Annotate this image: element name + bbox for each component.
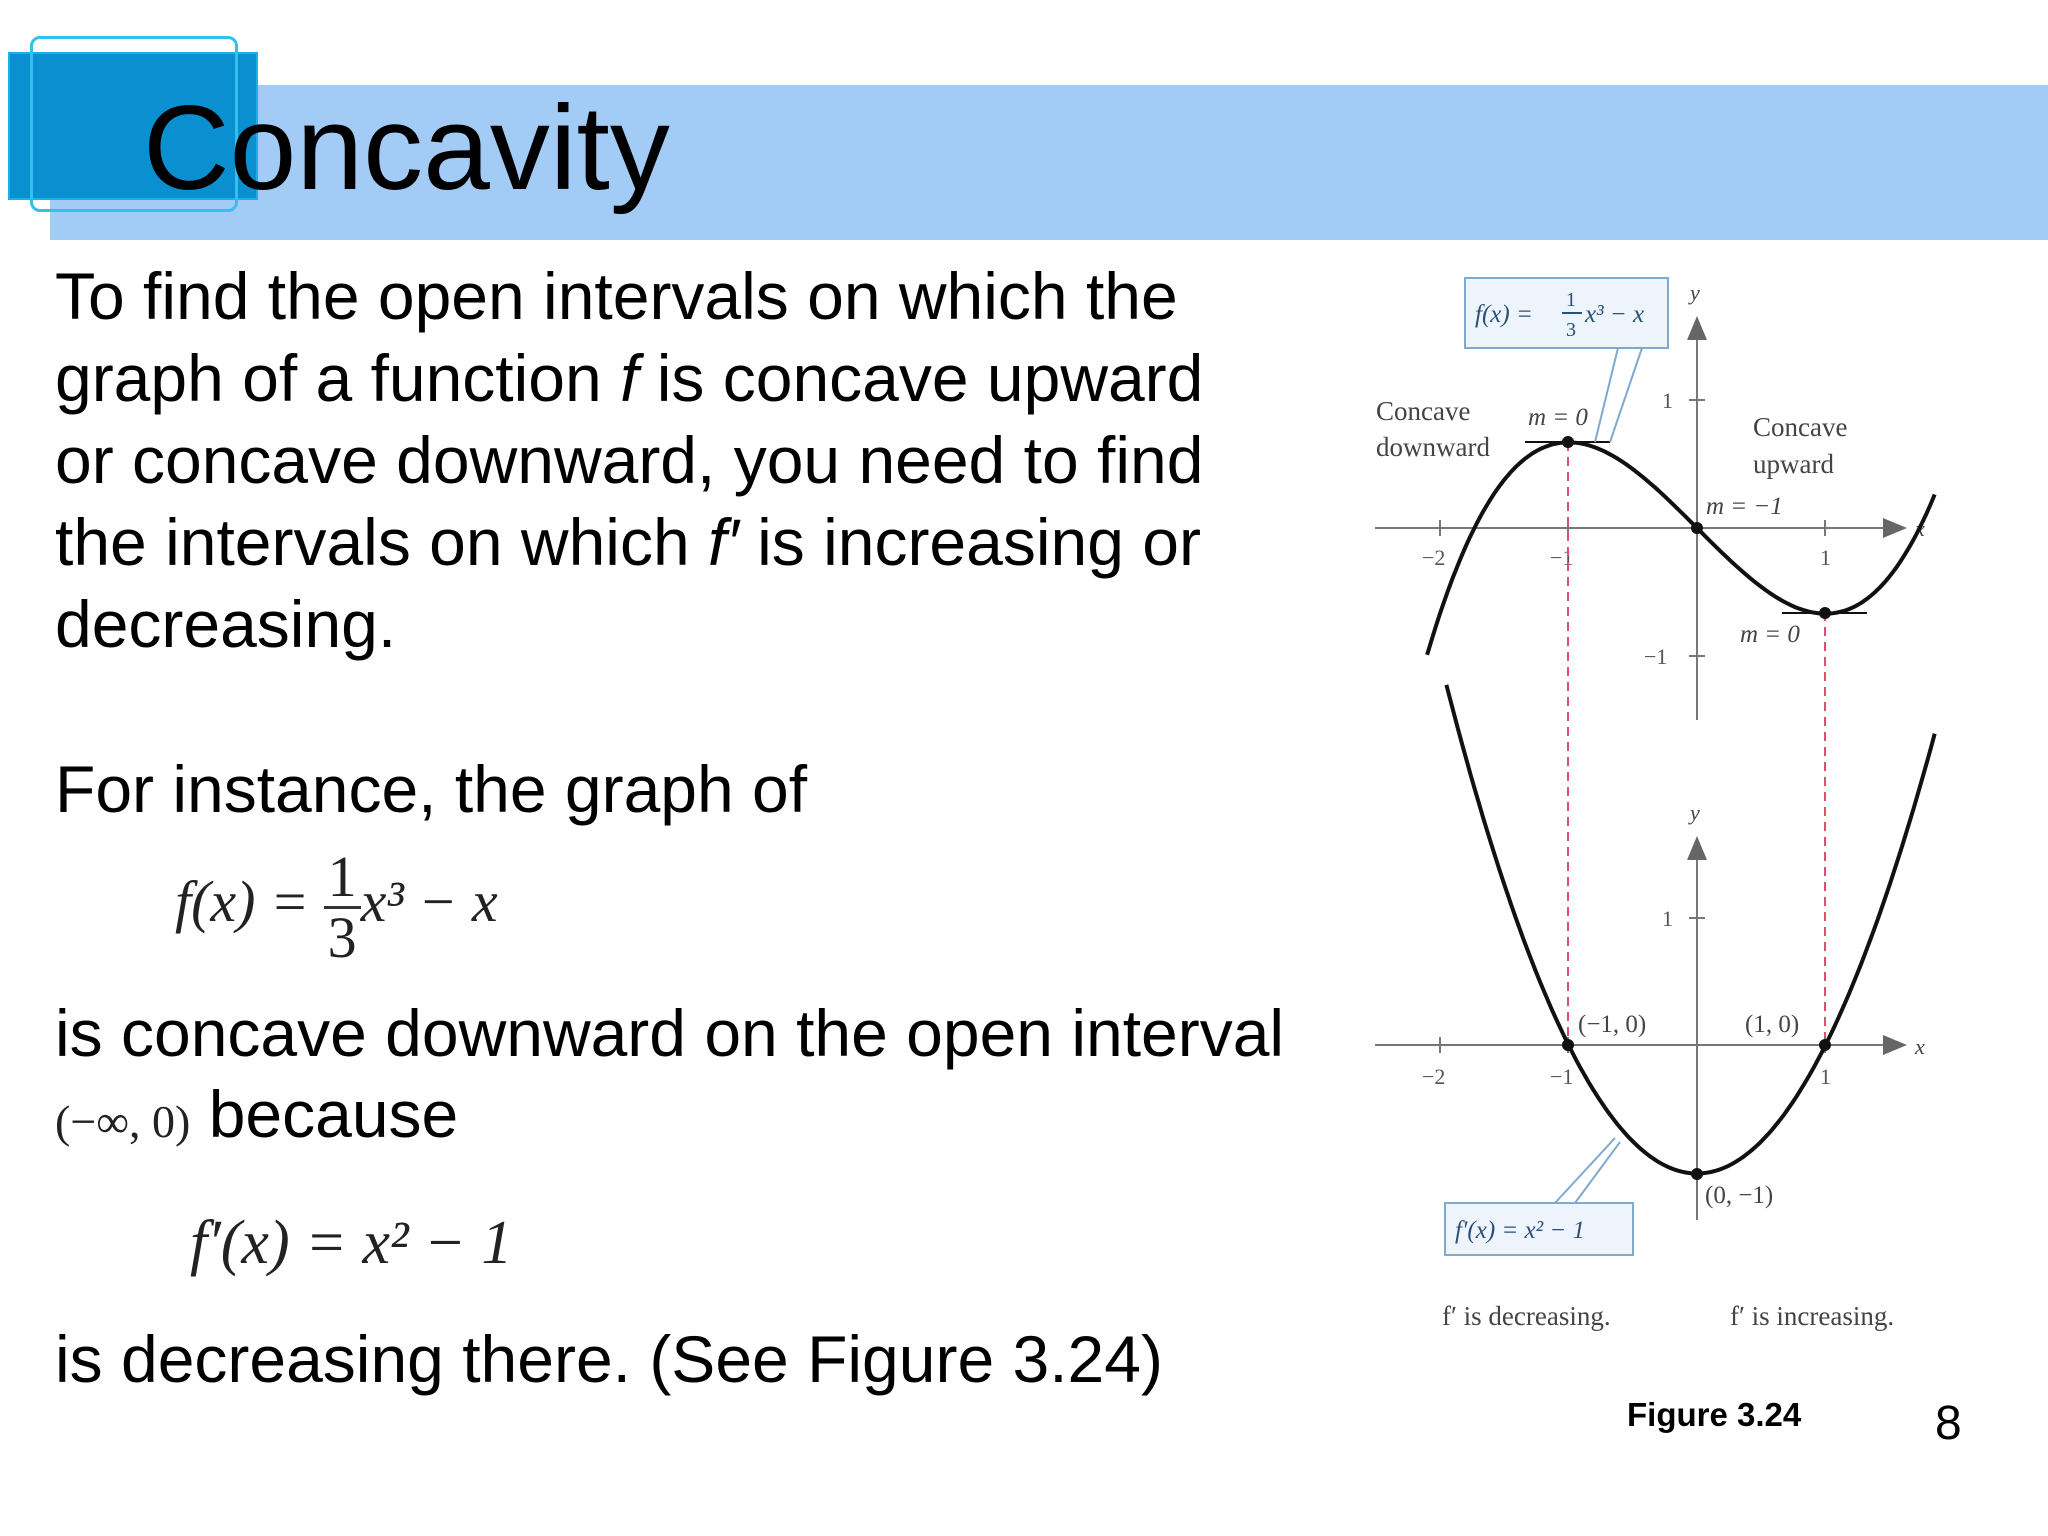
point-label: (−1, 0) [1578, 1011, 1647, 1038]
bottom-x-tick-label: −1 [1550, 1064, 1574, 1089]
bottom-y-axis-label: y [1690, 800, 1700, 825]
paragraph-text: is concave upward [638, 341, 1204, 415]
paragraph-text: graph of a function [55, 341, 621, 415]
paragraph-text: the intervals on which [55, 505, 709, 579]
concave-up-label: Concave [1753, 412, 1848, 442]
top-x-tick-label: −2 [1422, 545, 1446, 570]
note-decreasing: f′ is decreasing. [1442, 1301, 1611, 1331]
paragraph-text: because [190, 1077, 459, 1151]
top-x-tick-label: 1 [1820, 545, 1831, 570]
function-label-den: 3 [1566, 319, 1576, 341]
paragraph-concave-down: is concave downward on the open interval [55, 996, 1285, 1070]
equation-rhs: x³ − x [360, 868, 498, 934]
function-symbol: f [620, 341, 639, 415]
concave-down-label: downward [1376, 432, 1490, 462]
function-label-num: 1 [1566, 289, 1576, 311]
figure-3-24 [1360, 270, 1925, 1350]
paragraph-line-2 [55, 337, 1203, 419]
point-label: (0, −1) [1705, 1182, 1774, 1209]
paragraph-line-3 [55, 419, 1203, 501]
point-vertex [1691, 1168, 1703, 1180]
label-pointer [1575, 1142, 1620, 1203]
slope-label: m = −1 [1706, 493, 1783, 520]
bottom-x-axis-label: x [1915, 1034, 1925, 1059]
point-label: (1, 0) [1745, 1011, 1800, 1038]
fraction: $\frac{1}{3}$ [324, 848, 361, 967]
function-label-lhs: f(x) = [1475, 301, 1533, 328]
top-y-tick-label: −1 [1644, 644, 1668, 669]
slope-label: m = 0 [1528, 404, 1588, 431]
paragraph-text: or concave downward, you need to find [55, 423, 1204, 497]
concave-down-label: Concave [1376, 396, 1471, 426]
derivative-label: f′(x) = x² − 1 [1455, 1217, 1585, 1244]
paragraph-line-5 [55, 583, 396, 665]
equation-f [175, 844, 498, 970]
paragraph-interval-line [55, 1073, 458, 1163]
point-root-right [1819, 1039, 1831, 1051]
bottom-x-tick-label: 1 [1820, 1064, 1831, 1089]
equation-lhs: f(x) = [175, 868, 310, 934]
top-x-axis-label: x [1915, 516, 1925, 541]
curve-f [1427, 442, 1935, 654]
curve-fprime [1446, 685, 1934, 1174]
top-y-tick-label: 1 [1662, 388, 1673, 413]
point-root-left [1562, 1039, 1574, 1051]
paragraph-for-instance: For instance, the graph of [55, 752, 808, 826]
equation-fprime: f′(x) = x² − 1 [190, 1209, 513, 1277]
top-x-tick-label: −1 [1550, 545, 1574, 570]
paragraph-text: decreasing. [55, 587, 397, 661]
slide-title: Concavity [143, 81, 670, 215]
figure-caption: Figure 3.24 [1627, 1396, 1802, 1433]
function-label-rhs: x³ − x [1585, 301, 1645, 328]
paragraph-line-4 [55, 501, 1201, 583]
bottom-x-tick-label: −2 [1422, 1064, 1446, 1089]
paragraph-line-1 [55, 255, 1178, 337]
interval-expression: (−∞, 0) [55, 1096, 191, 1147]
derivative-symbol: f′ [708, 505, 739, 579]
slope-label: m = 0 [1740, 621, 1800, 648]
paragraph-text: To find the open intervals on which the [55, 259, 1178, 333]
note-increasing: f′ is increasing. [1730, 1301, 1895, 1331]
top-y-axis-label: y [1690, 280, 1700, 305]
paragraph-see-figure: is decreasing there. (See Figure 3.24) [55, 1322, 1163, 1396]
concave-up-label: upward [1753, 449, 1834, 479]
paragraph-text: is increasing or [738, 505, 1201, 579]
bottom-y-tick-label: 1 [1662, 906, 1673, 931]
page-number: 8 [1935, 1397, 1962, 1450]
label-pointer [1555, 1138, 1615, 1203]
